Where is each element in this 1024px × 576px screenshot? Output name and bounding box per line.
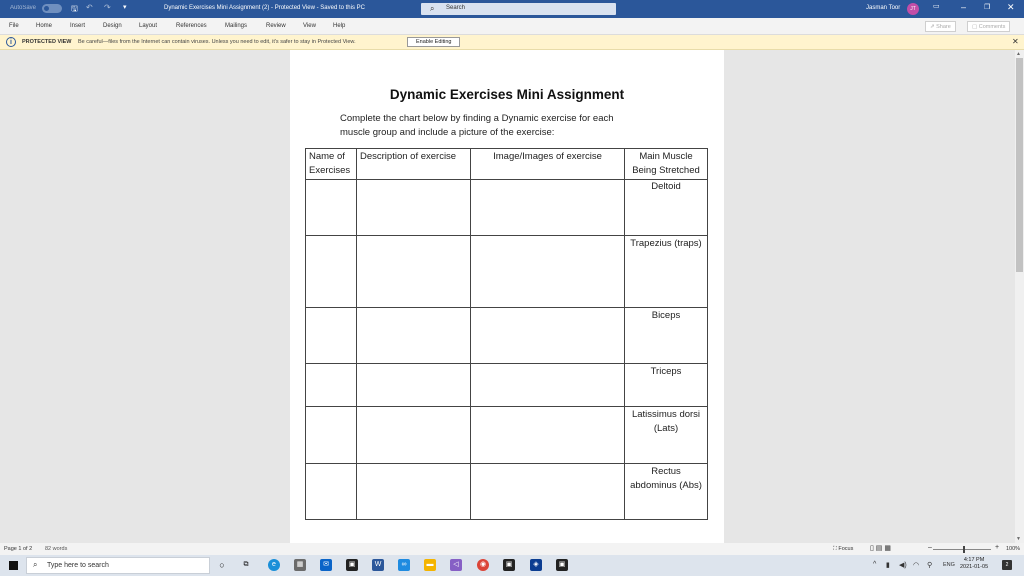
user-name[interactable]: Jasman Toor xyxy=(866,5,901,11)
taskbar xyxy=(0,555,1024,576)
network-icon[interactable]: ⚲ xyxy=(927,562,933,569)
comments-label: Comments xyxy=(978,24,1006,30)
tab-help[interactable]: Help xyxy=(333,23,346,29)
intro-line-1: Complete the chart below by finding a Dynamic exercise for each xyxy=(340,113,614,124)
title-bar xyxy=(0,0,1024,18)
zoom-slider-knob[interactable] xyxy=(963,546,965,553)
save-icon[interactable]: 🖫 xyxy=(71,4,78,13)
tray-icon[interactable]: ▮ xyxy=(886,562,890,569)
scrollbar-thumb[interactable] xyxy=(1016,58,1023,272)
ribbon-tabs xyxy=(0,18,1024,35)
table-row xyxy=(306,464,708,520)
cell-description xyxy=(357,180,471,236)
file-explorer-icon[interactable]: ▬ xyxy=(424,559,436,571)
info-icon: i xyxy=(6,37,16,47)
word-icon[interactable]: W xyxy=(372,559,384,571)
focus-button[interactable]: ⛶ Focus xyxy=(833,546,854,552)
wifi-icon[interactable]: ◠ xyxy=(913,562,920,569)
protected-view-bar xyxy=(0,35,1024,50)
volume-icon[interactable]: ◀) xyxy=(899,562,907,569)
table-row xyxy=(306,180,708,236)
search-box[interactable] xyxy=(421,3,616,15)
cell-image xyxy=(471,364,625,407)
tab-layout[interactable]: Layout xyxy=(139,23,158,29)
cell-name xyxy=(306,364,357,407)
clock-time: 4:17 PM xyxy=(963,557,985,563)
store-icon[interactable]: ▦ xyxy=(294,559,306,571)
tab-mailings[interactable]: Mailings xyxy=(225,23,248,29)
comments-button[interactable]: ▢ Comments xyxy=(967,21,1010,32)
intro-line-2: muscle group and include a picture of the exercise: xyxy=(340,127,555,138)
taskbar-search-box[interactable] xyxy=(26,557,210,574)
document-page xyxy=(290,50,724,543)
undo-icon[interactable]: ↶ xyxy=(86,3,93,12)
app-icon[interactable]: ▣ xyxy=(556,559,568,571)
cell-name xyxy=(306,407,357,464)
cell-name xyxy=(306,180,357,236)
table-row xyxy=(306,236,708,308)
redo-icon[interactable]: ↷ xyxy=(104,3,111,12)
close-bar-icon[interactable]: ✕ xyxy=(1012,37,1019,46)
cortana-icon[interactable]: ○ xyxy=(219,560,225,570)
restore-icon[interactable]: ❐ xyxy=(984,4,991,11)
zoom-in-icon[interactable]: + xyxy=(995,544,1000,551)
task-view-icon[interactable]: ⧉ xyxy=(243,561,249,568)
app-icon[interactable]: ▣ xyxy=(503,559,515,571)
scroll-down-icon[interactable]: ▼ xyxy=(1016,536,1021,542)
cell-muscle: Rectus abdominus (Abs) xyxy=(625,464,708,520)
cell-muscle: Triceps xyxy=(625,364,708,407)
search-icon: ⌕ xyxy=(33,560,38,569)
clock-date: 2021-01-05 xyxy=(960,564,989,570)
app-icon[interactable]: ▣ xyxy=(346,559,358,571)
document-intro xyxy=(340,112,660,140)
cell-image xyxy=(471,407,625,464)
table-header-row xyxy=(306,149,708,180)
customize-qat-icon[interactable]: ▾ xyxy=(123,4,127,11)
search-icon: ⌕ xyxy=(430,4,435,13)
cell-muscle: Latissimus dorsi (Lats) xyxy=(625,407,708,464)
zoom-level[interactable]: 100% xyxy=(1006,546,1021,552)
cell-image xyxy=(471,180,625,236)
cell-description xyxy=(357,236,471,308)
protected-view-message: Be careful—files from the Internet can contain viruses. Unless you need to edit, it's safer to stay in Protected View. xyxy=(78,39,356,45)
table-row xyxy=(306,407,708,464)
edge-icon[interactable]: e xyxy=(268,559,280,571)
avatar[interactable]: JT xyxy=(907,3,919,15)
app-icon[interactable]: ◈ xyxy=(530,559,542,571)
document-heading: Dynamic Exercises Mini Assignment xyxy=(389,87,625,102)
tab-review[interactable]: Review xyxy=(266,23,286,29)
windows-start-icon[interactable] xyxy=(9,561,18,570)
search-placeholder: Search xyxy=(446,5,466,11)
chrome-icon[interactable]: ◉ xyxy=(477,559,489,571)
share-button[interactable]: ⇗ Share xyxy=(925,21,956,32)
visual-studio-icon[interactable]: ◁ xyxy=(450,559,462,571)
header-description: Description of exercise xyxy=(357,149,471,180)
cell-description xyxy=(357,407,471,464)
table-row xyxy=(306,308,708,364)
cell-name xyxy=(306,308,357,364)
page-count[interactable]: Page 1 of 2 xyxy=(4,546,33,552)
scroll-up-icon[interactable]: ▲ xyxy=(1016,51,1021,57)
zoom-out-icon[interactable]: – xyxy=(928,544,932,551)
cell-description xyxy=(357,364,471,407)
tab-insert[interactable]: Insert xyxy=(70,23,86,29)
taskbar-search-placeholder: Type here to search xyxy=(47,562,109,569)
cell-description xyxy=(357,464,471,520)
header-main-muscle: Main Muscle Being Stretched xyxy=(625,149,708,180)
cell-image xyxy=(471,308,625,364)
cell-image xyxy=(471,464,625,520)
tab-file[interactable]: File xyxy=(9,23,19,29)
status-bar xyxy=(0,543,1024,555)
ribbon-display-icon[interactable]: ▭ xyxy=(933,3,940,10)
focus-label: Focus xyxy=(838,546,854,552)
show-hidden-icons[interactable]: ^ xyxy=(873,561,877,568)
cell-muscle: Trapezius (traps) xyxy=(625,236,708,308)
system-clock[interactable] xyxy=(960,557,988,571)
tab-references[interactable]: References xyxy=(176,23,207,29)
tab-design[interactable]: Design xyxy=(103,23,122,29)
cell-muscle: Deltoid xyxy=(625,180,708,236)
document-title: Dynamic Exercises Mini Assignment (2) - Protected View - Saved to this PC xyxy=(164,5,365,11)
cell-muscle: Biceps xyxy=(625,308,708,364)
header-images: Image/Images of exercise xyxy=(471,149,625,180)
notification-icon[interactable]: 2 xyxy=(1002,560,1012,570)
header-name-of-exercises: Name of Exercises xyxy=(306,149,357,180)
table-row xyxy=(306,364,708,407)
view-buttons[interactable]: ▯ ▤ ▦ xyxy=(870,545,891,552)
exercise-table xyxy=(305,148,708,520)
minimize-icon[interactable]: – xyxy=(961,2,967,12)
zoom-slider[interactable] xyxy=(933,549,991,550)
cell-description xyxy=(357,308,471,364)
cell-name xyxy=(306,464,357,520)
autosave-label: AutoSave xyxy=(10,5,37,11)
word-count[interactable]: 82 words xyxy=(45,546,68,552)
protected-view-label: PROTECTED VIEW xyxy=(22,39,72,45)
mail-icon[interactable]: ✉ xyxy=(320,559,332,571)
cell-name xyxy=(306,236,357,308)
tab-view[interactable]: View xyxy=(303,23,316,29)
autosave-toggle[interactable] xyxy=(42,4,62,13)
cell-image xyxy=(471,236,625,308)
close-icon[interactable]: ✕ xyxy=(1007,2,1015,12)
app-icon[interactable]: ∞ xyxy=(398,559,410,571)
language-indicator[interactable]: ENG xyxy=(943,562,955,568)
enable-editing-button[interactable]: Enable Editing xyxy=(407,37,460,47)
share-label: Share xyxy=(936,24,951,30)
tab-home[interactable]: Home xyxy=(36,23,53,29)
